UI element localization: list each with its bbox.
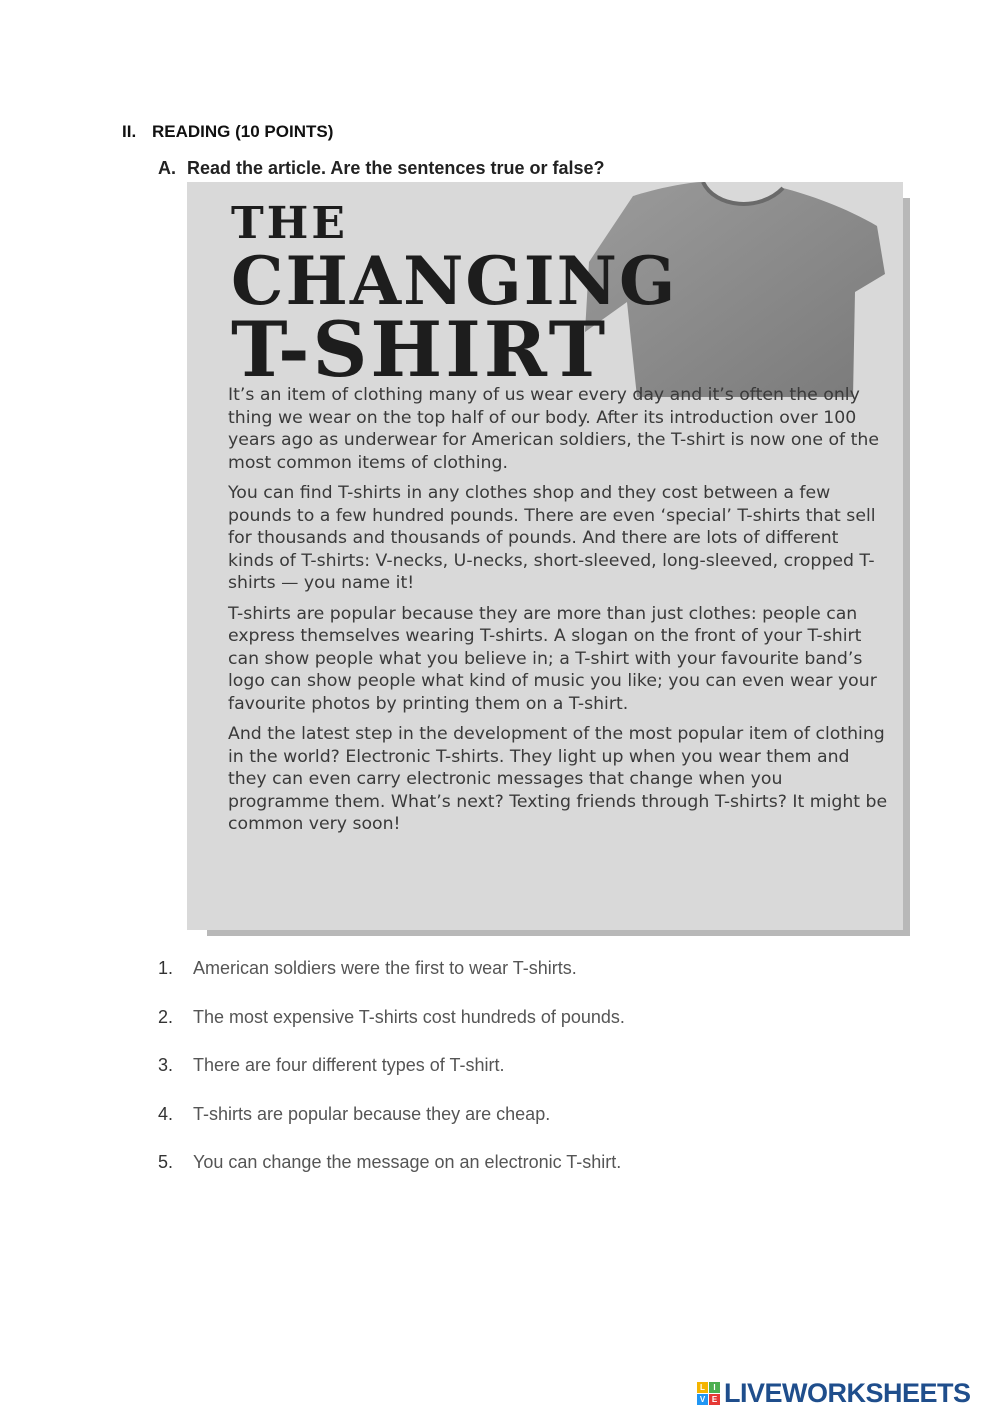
brand-name: LIVEWORKSHEETS [724, 1377, 971, 1408]
article-title [231, 198, 678, 394]
question-list [158, 958, 625, 1201]
question-text: American soldiers were the first to wear T-shirts. [193, 958, 577, 978]
section-number: II. [122, 122, 137, 141]
article-paragraph: T-shirts are popular because they are more than just clothes: people can express themselves wearing T-shirts. A slogan on the front of your T-shirt can show people what you believe in; a T-shirt with your favourite band’s logo can show people what kind of music you like; you can even wear your favourite photos by printing them on a T-shirt. [228, 603, 877, 714]
article-panel [187, 182, 903, 930]
question-text: T-shirts are popular because they are cheap. [193, 1103, 551, 1124]
article-title-line-1: THE [231, 198, 348, 249]
article-body [228, 384, 888, 844]
question-item [158, 1152, 625, 1201]
section-heading [122, 122, 333, 142]
logo-letter: L [697, 1382, 708, 1393]
logo-letter: V [697, 1394, 708, 1405]
liveworksheets-brand[interactable] [697, 1377, 971, 1409]
article-title-line-2: CHANGING [231, 242, 678, 320]
question-item [158, 1104, 625, 1153]
article-paragraph: And the latest step in the development of the most popular item of clothing in the world? Electronic T-shirts. They light up when you wear them and they can even carry electronic messages that change when you programme them. What’s next? Texting friends through T-shirts? It might be common very soon! [228, 724, 888, 834]
question-text: There are four different types of T-shirt. [193, 1055, 505, 1075]
question-number: 5. [158, 1152, 174, 1172]
question-item [158, 1007, 625, 1056]
question-number: 3. [158, 1055, 174, 1075]
task-instruction-text: Read the article. Are the sentences true or false? [187, 158, 605, 178]
question-number: 2. [158, 1006, 174, 1027]
section-title: READING (10 POINTS) [152, 122, 334, 141]
article-paragraph: You can find T-shirts in any clothes shop and they cost between a few pounds to a few hundred pounds. There are even ‘special’ T-shirts that sell for thousands and thousands of pounds. And there are lots of different kinds of T-shirts: V-necks, U-necks, short-sleeved, long-sleeved, cropped T-shirts — you name it! [228, 483, 876, 593]
question-number: 1. [158, 958, 174, 978]
liveworksheets-logo-icon [697, 1382, 720, 1405]
question-text: You can change the message on an electronic T-shirt. [193, 1152, 622, 1172]
task-instruction [158, 158, 604, 179]
question-number: 4. [158, 1103, 174, 1124]
task-letter: A. [158, 158, 176, 178]
question-item [158, 958, 625, 1007]
logo-letter: I [709, 1382, 720, 1393]
logo-letter: E [709, 1394, 720, 1405]
question-item [158, 1055, 625, 1104]
article-paragraph: It’s an item of clothing many of us wear every day and it’s often the only thing we wear on the top half of our body. After its introduction over 100 years ago as underwear for American soldiers, the T-shirt is now one of the most common items of clothing. [228, 385, 879, 473]
article-title-line-3: T-SHIRT [231, 305, 609, 394]
question-text: The most expensive T-shirts cost hundreds of pounds. [193, 1006, 625, 1027]
